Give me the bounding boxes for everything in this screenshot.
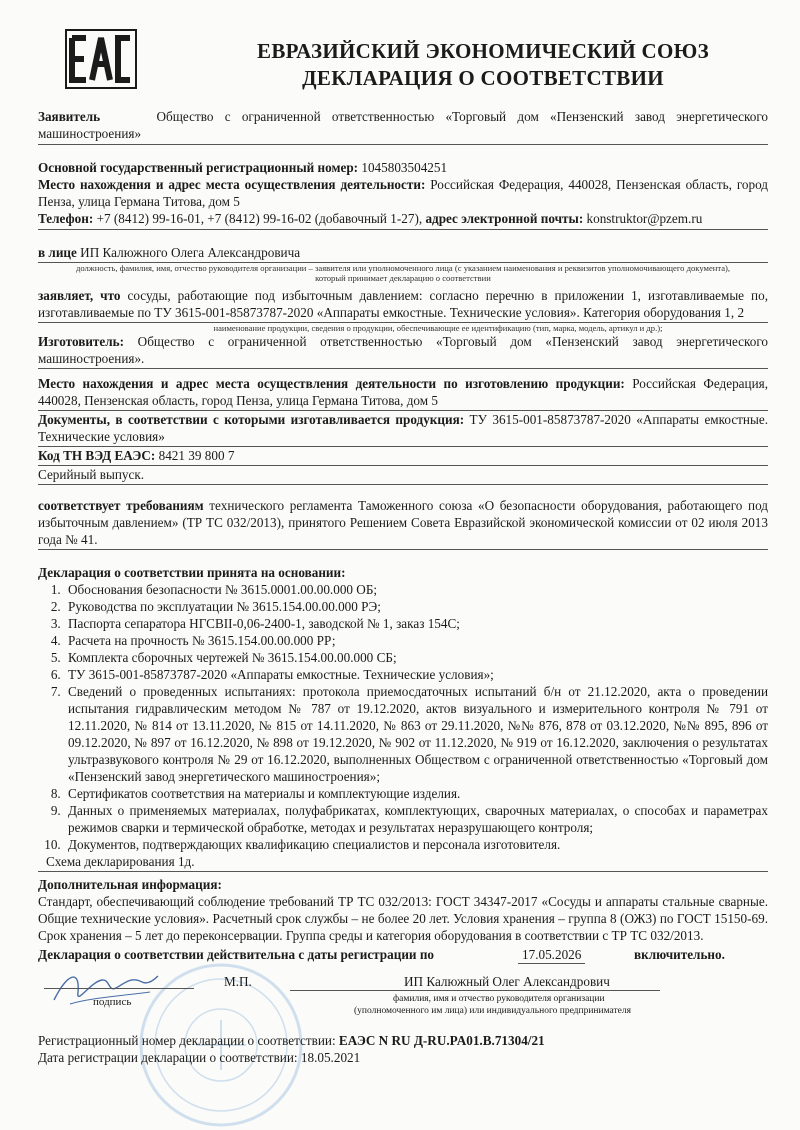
footer-date [38, 1049, 768, 1066]
email-label: адрес электронной почты: [425, 211, 584, 226]
declares-label: заявляет, что [38, 288, 121, 303]
validity-label: Декларация о соответствии действительна с даты регистрации по [38, 947, 435, 962]
documents-label: Документы, в соответствии с которыми изготавливается продукция: [38, 412, 465, 427]
basis-item: 8. Сертификатов соответствия на материалы и комплектующие изделия. [64, 785, 768, 802]
applicant-label: Заявитель [38, 109, 101, 124]
conforms-label: соответствует требованиям [38, 498, 204, 513]
reg-label: Основной государственный регистрационный номер: [38, 160, 359, 175]
person-hint: должность, фамилия, имя, отчество руководителя организации – заявителя или уполномоченного лица (с указанием наименования и реквизитов уполномочивающего документа), который принимает декларацию о соответствии [75, 263, 731, 283]
basis-item: 4. Расчета на прочность № 3615.154.00.00.000 РР; [64, 632, 768, 649]
validity-date: 17.05.2026 [518, 946, 585, 964]
basis-item: 3. Паспорта сепаратора НГСВII-0,06-2400-1, заводской № 1, заказ 154С; [64, 615, 768, 632]
manufacturer-value: Общество с ограниченной ответственностью «Торговый дом «Пензенский завод энергетического машиностроения». [38, 334, 768, 366]
conforms-section [38, 497, 768, 550]
address-value: Российская Федерация, 440028, Пензенская область, город Пенза, улица Германа Титова, дом 5 [38, 177, 769, 209]
additional-value: Стандарт, обеспечивающий соблюдение требований ТР ТС 032/2013: ГОСТ 34347-2017 «Сосуды и аппараты стальные сварные. Общие технические условия». Расчетный срок службы – не более 20 лет. Условия хранения – группа 8 (ОЖ3) по ГОСТ 15150-69. Срок хранения – 5 лет до переконсервации. Группа среды и категория оборудования в соответствии с ТР ТС 032/2013. [38, 894, 768, 943]
production-address-section [38, 375, 768, 411]
phone-label: Телефон: [38, 211, 94, 226]
manufacturer-label: Изготовитель: [38, 334, 125, 349]
production-address-label: Место нахождения и адрес места осуществления деятельности по изготовлению продукции: [38, 376, 625, 391]
code-section [38, 447, 768, 466]
conforms-value: технического регламента Таможенного союза «О безопасности оборудования, работающего под избыточным давлением» (ТР ТС 032/2013), принятого Решением Совета Евразийской экономической комиссии от 02 июля 2013 года № 41. [38, 498, 768, 547]
phone-value: +7 (8412) 99-16-01, +7 (8412) 99-16-02 (добавочный 1-27), [96, 211, 423, 226]
scheme-line: Схема декларирования 1д. [38, 853, 768, 872]
documents-section [38, 411, 768, 447]
manufacturer-section [38, 333, 768, 369]
reg-value: 1045803504251 [361, 160, 448, 175]
applicant-value: Общество с ограниченной ответственностью «Торговый дом «Пензенский завод энергетического машиностроения» [38, 109, 769, 141]
title-line-1: ЕВРАЗИЙСКИЙ ЭКОНОМИЧЕСКИЙ СОЮЗ [257, 39, 709, 63]
validity-line [38, 946, 768, 966]
signature-row [38, 966, 768, 1026]
signatory-name: ИП Калюжный Олег Александрович [404, 974, 610, 989]
document-title [188, 38, 778, 92]
basis-item: 5. Комплекта сборочных чертежей № 3615.154.00.00.000 СБ; [64, 649, 768, 666]
production-address-value: Российская Федерация, 440028, Пензенская область, город Пенза, улица Германа Титова, дом 5 [38, 376, 768, 408]
title-line-2: ДЕКЛАРАЦИЯ О СООТВЕТСТВИИ [302, 66, 664, 90]
mp-label: М.П. [224, 974, 252, 989]
basis-item: 7. Сведений о проведенных испытаниях: протокола приемосдаточных испытаний б/н от 21.12.2020, акта о проведении испытания гидравлическим методом № 787 от 19.12.2020, актов визуального и измерительного контроля № 791 от 12.11.2020, № 814 от 13.11.2020, № 815 от 14.11.2020, № 863 от 29.11.2020, №№ 876, 878 от 03.12.2020, №№ 895, 896 от 09.12.2020, № 897 от 16.12.2020, № 898 от 19.12.2020, № 902 от 11.12.2020, № 919 от 16.12.2020, заключения о результатах ультразвукового контроля № 29 от 16.12.2020, выполненных Обществом с ограниченной ответственностью «Торговый дом «Пензенский завод энергетического машиностроения»; [64, 683, 768, 785]
registration-section [38, 159, 768, 176]
basis-heading: Декларация о соответствии принята на основании: [38, 565, 346, 580]
basis-item: 2. Руководства по эксплуатации № 3615.154.00.00.000 РЭ; [64, 598, 768, 615]
basis-item: 9. Данных о применяемых материалах, полуфабрикатах, комплектующих, сварочных материалах, о способах и параметрах режимов сварки и термической обработке, методах и результатах неразрушающего контроля; [64, 802, 768, 836]
basis-item: 10. Документов, подтверждающих квалификацию специалистов и персонала изготовителя. [64, 836, 768, 853]
applicant-section [38, 108, 768, 145]
person-label: в лице [38, 245, 77, 260]
phone-section [38, 210, 768, 230]
additional-heading: Дополнительная информация: [38, 877, 222, 892]
person-value: ИП Калюжного Олега Александровича [80, 245, 301, 260]
basis-item: 6. ТУ 3615-001-85873787-2020 «Аппараты емкостные. Технические условия»; [64, 666, 768, 683]
footer-date-value: 18.05.2021 [300, 1050, 361, 1065]
documents-value: ТУ 3615-001-85873787-2020 «Аппараты емкостные. Технические условия» [38, 412, 768, 444]
validity-suffix: включительно. [634, 947, 725, 962]
sign-hint: подпись [93, 996, 132, 1008]
footer-date-label: Дата регистрации декларации о соответствии: [38, 1050, 298, 1065]
declares-value: сосуды, работающие под избыточным давлением: согласно перечню в приложении 1, изготавливаемые по, изготавливаемые по ТУ 3615-001-85873787-2020 «Аппараты емкостные. Технические условия». Категория оборудования 1, 2 [38, 288, 768, 320]
basis-list [38, 581, 768, 853]
footer-reg-value: ЕАЭС N RU Д-RU.PA01.B.71304/21 [338, 1033, 545, 1048]
header [38, 0, 768, 105]
signature-line [44, 988, 194, 989]
name-line [290, 990, 660, 991]
address-label: Место нахождения и адрес места осуществления деятельности: [38, 177, 426, 192]
basis-item: 1. Обоснования безопасности № 3615.0001.00.00.000 ОБ; [64, 581, 768, 598]
address-section [38, 176, 768, 210]
name-hint-1: фамилия, имя и отчество руководителя организации [393, 994, 605, 1004]
eac-logo [64, 28, 138, 90]
name-hint-2: (уполномоченного им лица) или индивидуального предпринимателя [354, 1006, 631, 1016]
email-value: konstruktor@pzem.ru [586, 211, 703, 226]
code-label: Код ТН ВЭД ЕАЭС: [38, 448, 156, 463]
footer-reg [38, 1032, 768, 1049]
declares-section [38, 287, 768, 323]
declares-hint: наименование продукции, сведения о продукции, обеспечивающие ее идентификацию (тип, марка, модель, артикул и др.); [213, 323, 663, 333]
person-section [38, 244, 768, 263]
serial-section: Серийный выпуск. [38, 466, 768, 485]
footer-reg-label: Регистрационный номер декларации о соответствии: [38, 1033, 336, 1048]
code-value: 8421 39 800 7 [158, 448, 235, 463]
declaration-page [38, 0, 768, 1066]
